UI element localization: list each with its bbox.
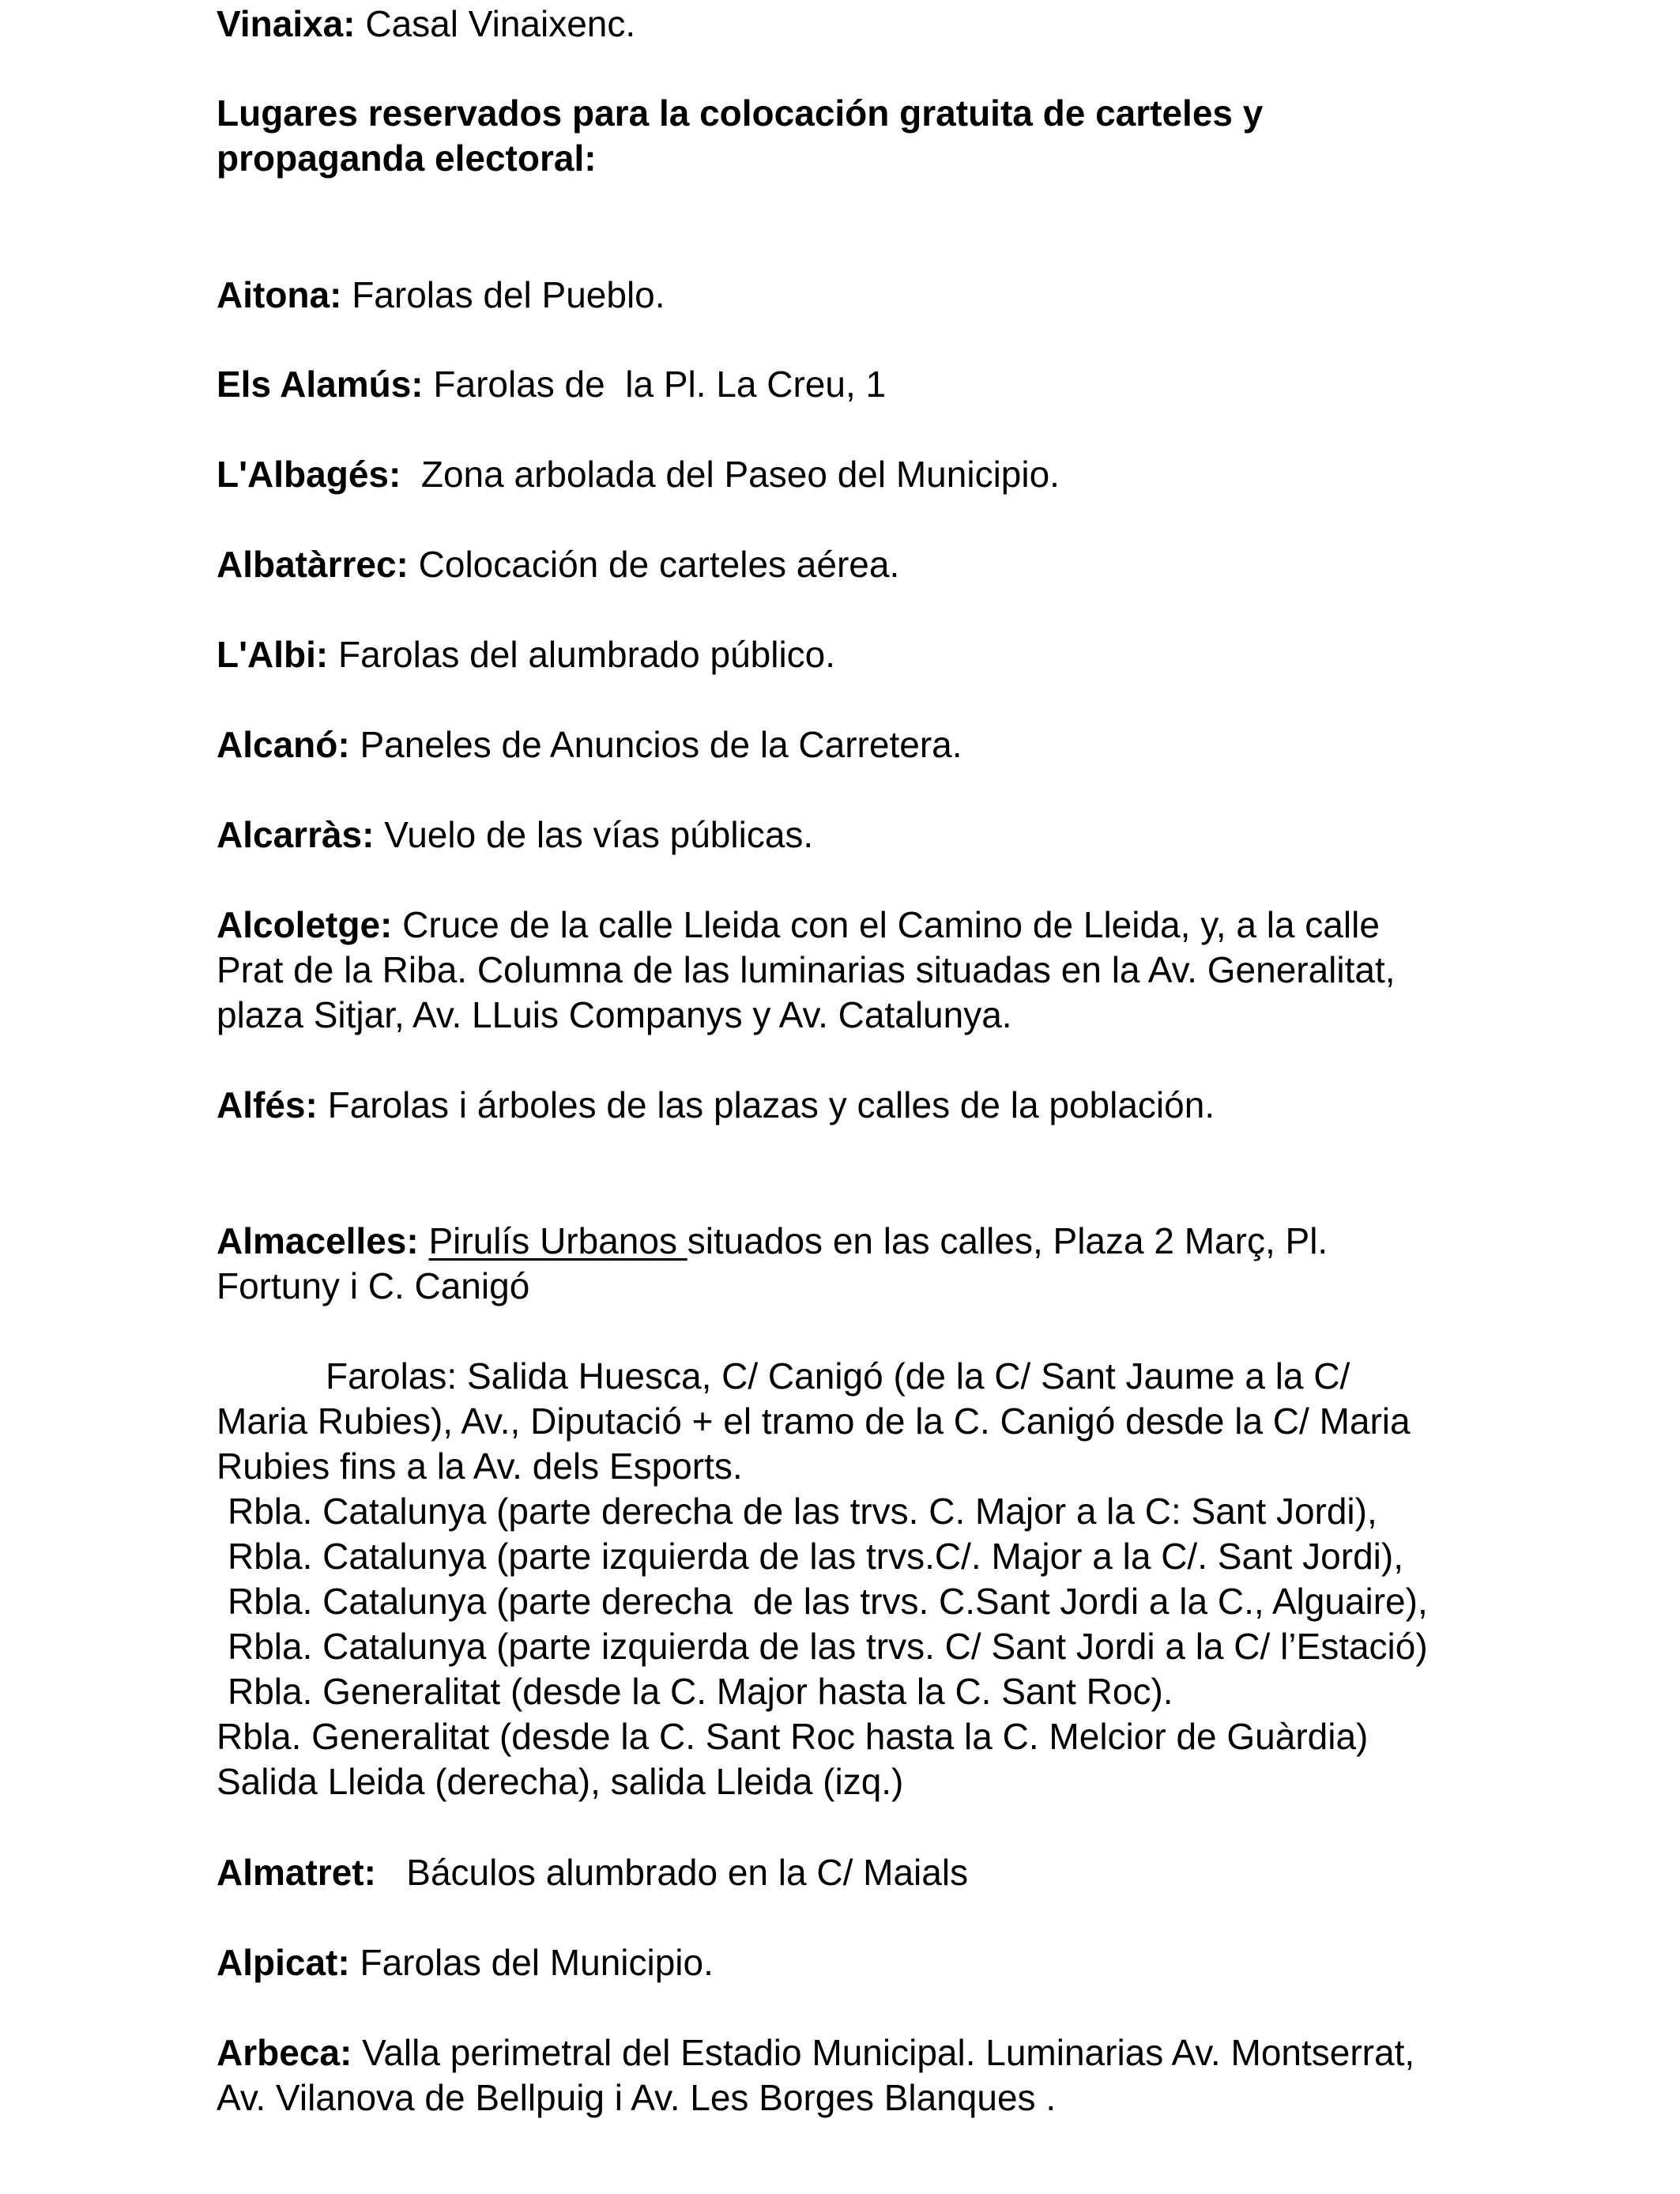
entry-alfes xyxy=(217,1083,1576,1128)
entry-text: Casal Vinaixenc. xyxy=(355,3,636,44)
entry-name: Alfés: xyxy=(217,1084,318,1125)
entry-line xyxy=(217,1219,1576,1264)
entry-name: Els Alamús: xyxy=(217,364,424,405)
entry-line: Rubies fins a la Av. dels Esports. xyxy=(217,1446,743,1487)
entry-almatret xyxy=(217,1850,1576,1895)
entry-name: Alcarràs: xyxy=(217,814,375,855)
entry-line xyxy=(217,903,1576,948)
entry-text: Cruce de la calle Lleida con el Camino de Lleida, y, a la calle xyxy=(392,904,1380,945)
entry-line xyxy=(217,2030,1576,2075)
entry-name: Alcoletge: xyxy=(217,904,393,945)
entry-text: Paneles de Anuncios de la Carretera. xyxy=(349,724,962,765)
entry-text: Farolas de la Pl. La Creu, 1 xyxy=(423,364,887,405)
entry-name: Alpicat: xyxy=(217,1942,350,1983)
entry-vinaixa xyxy=(217,2,1576,47)
entry-name: Albatàrrec: xyxy=(217,544,409,585)
entry-text: Farolas i árboles de las plazas y calles de la población. xyxy=(317,1084,1215,1125)
entry-albages xyxy=(217,452,1576,497)
entry-text: Farolas del Pueblo. xyxy=(341,274,665,315)
entry-name: Vinaixa: xyxy=(217,3,356,44)
entry-text: Farolas del Municipio. xyxy=(349,1942,714,1983)
entry-line: Prat de la Riba. Columna de las luminarias situadas en la Av. Generalitat, xyxy=(217,949,1396,990)
section-title-line: propaganda electoral: xyxy=(217,138,597,179)
entry-alamus xyxy=(217,362,1576,407)
entry-line: Rbla. Catalunya (parte izquierda de las trvs. C/ Sant Jordi a la C/ l’Estació) xyxy=(228,1626,1428,1667)
entry-alpicat xyxy=(217,1940,1576,1985)
entry-line: Rbla. Catalunya (parte izquierda de las trvs.C/. Major a la C/. Sant Jordi), xyxy=(228,1536,1403,1577)
entry-text: Vuelo de las vías públicas. xyxy=(374,814,814,855)
entry-line: Av. Vilanova de Bellpuig i Av. Les Borges Blanques . xyxy=(217,2077,1057,2118)
entry-text: Báculos alumbrado en la C/ Maials xyxy=(375,1852,969,1893)
entry-name: L'Albagés: xyxy=(217,454,401,495)
entry-line: Maria Rubies), Av., Diputació + el tramo de la C. Canigó desde la C/ Maria xyxy=(217,1400,1411,1442)
pirulis-urbanos-link[interactable]: Pirulís Urbanos xyxy=(428,1220,687,1261)
section-title xyxy=(217,91,1576,181)
entry-alcoletge xyxy=(217,903,1576,1038)
entry-name: Almatret: xyxy=(217,1852,376,1893)
entry-text: situados en las calles, Plaza 2 Març, Pl. xyxy=(687,1220,1328,1261)
entry-text: Colocación de carteles aérea. xyxy=(408,544,900,585)
entry-text: Zona arbolada del Paseo del Municipio. xyxy=(401,454,1060,495)
entry-almacelles xyxy=(217,1219,1576,1309)
entry-arbeca xyxy=(217,2030,1576,2120)
entry-line: Farolas: Salida Huesca, C/ Canigó (de la C/ Sant Jaume a la C/ xyxy=(326,1355,1350,1397)
entry-line: Rbla. Generalitat (desde la C. Sant Roc hasta la C. Melcior de Guàrdia) xyxy=(217,1716,1369,1757)
section-title-line: Lugares reservados para la colocación gratuita de carteles y xyxy=(217,92,1264,134)
entry-name: Almacelles: xyxy=(217,1220,419,1261)
entry-name: Aitona: xyxy=(217,274,342,315)
entry-text: Farolas del alumbrado público. xyxy=(328,634,836,675)
entry-line: Salida Lleida (derecha), salida Lleida (izq.) xyxy=(217,1761,904,1802)
entry-alcano xyxy=(217,722,1576,767)
entry-aitona xyxy=(217,273,1576,318)
entry-name: Arbeca: xyxy=(217,2032,352,2073)
almacelles-farolas xyxy=(217,1354,1576,1804)
entry-albatarrec xyxy=(217,542,1576,587)
entry-line: Rbla. Catalunya (parte derecha de las trvs. C. Major a la C: Sant Jordi), xyxy=(228,1491,1377,1532)
entry-albi xyxy=(217,632,1576,677)
entry-text: Valla perimetral del Estadio Municipal. Luminarias Av. Montserrat, xyxy=(352,2032,1415,2073)
entry-line: Rbla. Catalunya (parte derecha de las trvs. C.Sant Jordi a la C., Alguaire), xyxy=(228,1581,1428,1622)
entry-alcarras xyxy=(217,812,1576,858)
entry-line: plaza Sitjar, Av. LLuis Companys y Av. Catalunya. xyxy=(217,994,1012,1035)
entry-line: Rbla. Generalitat (desde la C. Major hasta la C. Sant Roc). xyxy=(228,1671,1173,1712)
entry-name: Alcanó: xyxy=(217,724,350,765)
entry-name: L'Albi: xyxy=(217,634,329,675)
entry-line: Fortuny i C. Canigó xyxy=(217,1265,530,1306)
